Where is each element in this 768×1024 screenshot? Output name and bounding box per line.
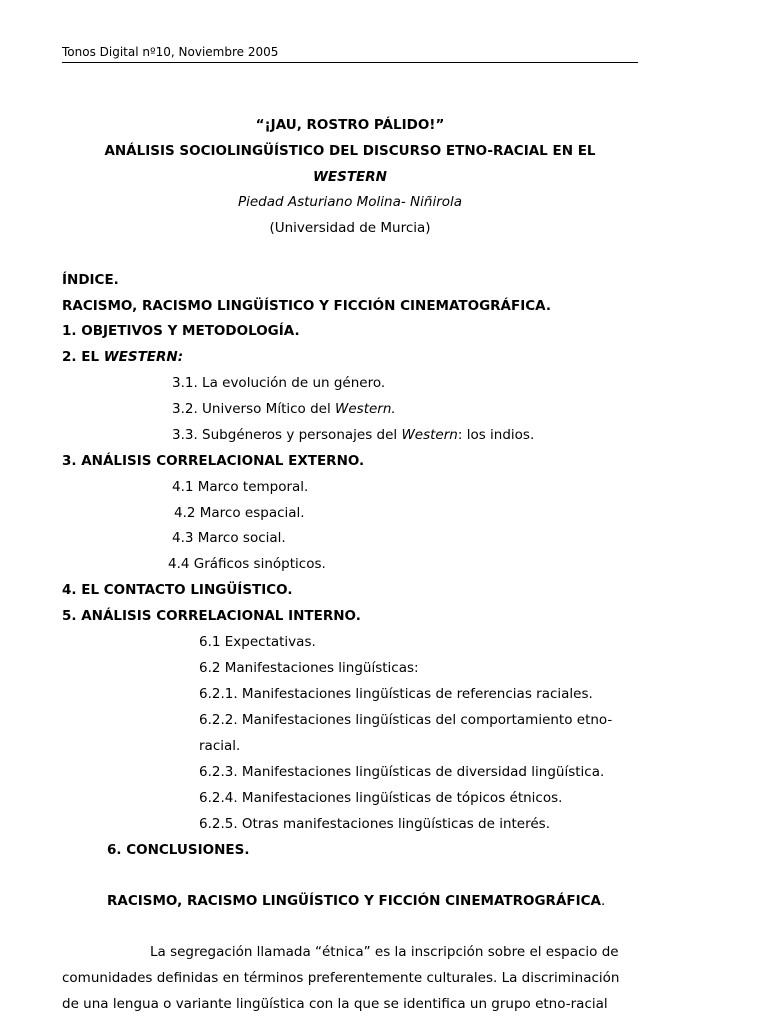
running-title: Tonos Digital nº10, Noviembre 2005	[62, 45, 279, 59]
article-subtitle-line1: ANÁLISIS SOCIOLINGÜÍSTICO DEL DISCURSO ETNO-RACIAL EN EL	[104, 143, 596, 159]
index-item-6-2: 6.2 Manifestaciones lingüísticas:	[199, 660, 419, 676]
index-item-1: 1. OBJETIVOS Y METODOLOGÍA.	[62, 323, 300, 339]
index-item-3-3-italic: Western	[401, 427, 458, 443]
index-item-3-2	[172, 399, 396, 419]
index-item-4-1: 4.1 Marco temporal.	[172, 479, 309, 495]
index-item-6-2-1: 6.2.1. Manifestaciones lingüísticas de referencias raciales.	[199, 686, 593, 702]
index-item-2-prefix: 2. EL	[62, 349, 104, 365]
index-item-3-2-italic: Western.	[335, 401, 396, 417]
section-heading-text: RACISMO, RACISMO LINGÜÍSTICO Y FICCIÓN CINEMATROGRÁFICA	[107, 893, 601, 909]
index-item-3-1: 3.1. La evolución de un género.	[172, 375, 386, 391]
index-item-6: 6. CONCLUSIONES.	[107, 842, 250, 858]
index-item-3: 3. ANÁLISIS CORRELACIONAL EXTERNO.	[62, 453, 365, 469]
index-item-3-2-prefix: 3.2. Universo Mítico del	[172, 401, 336, 417]
index-intro: RACISMO, RACISMO LINGÜÍSTICO Y FICCIÓN CINEMATOGRÁFICA.	[62, 298, 551, 314]
index-item-6-2-3: 6.2.3. Manifestaciones lingüísticas de diversidad lingüística.	[199, 764, 605, 780]
author-affiliation: (Universidad de Murcia)	[269, 220, 431, 236]
index-item-3-3-prefix: 3.3. Subgéneros y personajes del	[172, 427, 402, 443]
paragraph-line-3: de una lengua o variante lingüística con la que se identifica un grupo etno-racial	[62, 996, 608, 1012]
article-subtitle-line2: WESTERN	[313, 169, 387, 185]
index-item-6-2-4: 6.2.4. Manifestaciones lingüísticas de tópicos étnicos.	[199, 790, 563, 806]
index-item-4: 4. EL CONTACTO LINGÜÍSTICO.	[62, 582, 293, 598]
index-item-6-2-2-line2: racial.	[199, 738, 241, 754]
index-item-3-3	[172, 425, 534, 445]
article-title: “¡JAU, ROSTRO PÁLIDO!”	[255, 117, 445, 133]
index-item-3-3-suffix: : los indios.	[457, 427, 535, 443]
paragraph-line-1: La segregación llamada “étnica” es la inscripción sobre el espacio de	[150, 944, 619, 960]
index-heading: ÍNDICE.	[62, 272, 119, 288]
index-item-4-4: 4.4 Gráficos sinópticos.	[168, 556, 326, 572]
index-item-4-3: 4.3 Marco social.	[172, 530, 286, 546]
index-item-6-2-5: 6.2.5. Otras manifestaciones lingüísticas de interés.	[199, 816, 550, 832]
running-header	[62, 44, 638, 63]
index-item-5: 5. ANÁLISIS CORRELACIONAL INTERNO.	[62, 608, 361, 624]
index-item-2-italic: WESTERN:	[103, 349, 184, 365]
author-name: Piedad Asturiano Molina- Niñirola	[237, 194, 463, 210]
section-heading	[107, 891, 605, 911]
index-item-6-1: 6.1 Expectativas.	[199, 634, 316, 650]
section-heading-period: .	[601, 893, 606, 909]
index-item-2	[62, 347, 183, 367]
paragraph-line-2: comunidades definidas en términos preferentemente culturales. La discriminación	[62, 970, 620, 986]
index-item-4-2: 4.2 Marco espacial.	[174, 505, 305, 521]
index-item-6-2-2-line1: 6.2.2. Manifestaciones lingüísticas del comportamiento etno-	[199, 712, 613, 728]
